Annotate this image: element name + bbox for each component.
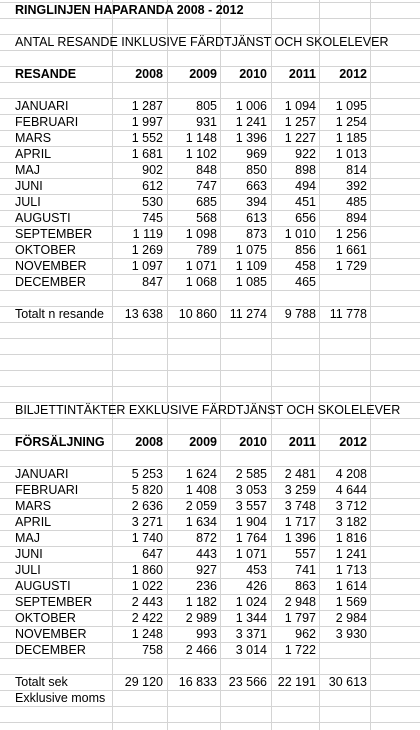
- value-cell[interactable]: 3 748: [284, 499, 316, 513]
- value-cell[interactable]: 741: [295, 563, 316, 577]
- value-cell[interactable]: 1 713: [335, 563, 367, 577]
- value-cell[interactable]: 2 059: [185, 499, 217, 513]
- value-cell[interactable]: 3 712: [335, 499, 367, 513]
- table-row: [0, 594, 420, 610]
- value-cell[interactable]: 30 613: [328, 675, 367, 689]
- value-cell[interactable]: 902: [142, 163, 163, 177]
- row-label-cell[interactable]: JANUARI: [15, 99, 69, 113]
- grid-row-line: [0, 322, 420, 323]
- value-cell[interactable]: 1 717: [284, 515, 316, 529]
- grid-row-line: [0, 450, 420, 451]
- grid-row-line: [0, 290, 420, 291]
- value-cell[interactable]: 1 408: [185, 483, 217, 497]
- value-cell[interactable]: 1 569: [335, 595, 367, 609]
- value-cell[interactable]: 663: [246, 179, 267, 193]
- value-cell[interactable]: 2 948: [284, 595, 316, 609]
- value-cell[interactable]: 1 681: [131, 147, 163, 161]
- value-cell[interactable]: 3 259: [284, 483, 316, 497]
- value-cell[interactable]: 1 248: [131, 627, 163, 641]
- value-cell[interactable]: 2 585: [235, 467, 267, 481]
- value-cell[interactable]: 894: [346, 211, 367, 225]
- value-cell[interactable]: 13 638: [124, 307, 163, 321]
- grid-row-line: [0, 18, 420, 19]
- row-label-cell[interactable]: APRIL: [15, 147, 52, 161]
- grid-row-line: [0, 82, 420, 83]
- row-label-cell[interactable]: DECEMBER: [15, 275, 86, 289]
- value-cell[interactable]: 1 904: [235, 515, 267, 529]
- table-header-row: [0, 434, 420, 450]
- value-cell[interactable]: 394: [246, 195, 267, 209]
- value-cell[interactable]: 3 182: [335, 515, 367, 529]
- value-cell[interactable]: 1 241: [235, 115, 267, 129]
- row-label-cell[interactable]: NOVEMBER: [15, 259, 87, 273]
- value-cell[interactable]: 4 644: [335, 483, 367, 497]
- table-row: [0, 162, 420, 178]
- table-row: [0, 642, 420, 658]
- row-label-cell[interactable]: DECEMBER: [15, 643, 86, 657]
- grid-row-line: [0, 418, 420, 419]
- value-cell[interactable]: 1 344: [235, 611, 267, 625]
- value-cell[interactable]: 747: [196, 179, 217, 193]
- row-label-cell[interactable]: Totalt sek: [15, 675, 68, 689]
- value-cell[interactable]: 1 071: [185, 259, 217, 273]
- value-cell[interactable]: 613: [246, 211, 267, 225]
- value-cell[interactable]: 3 053: [235, 483, 267, 497]
- value-cell[interactable]: 863: [295, 579, 316, 593]
- value-cell[interactable]: 2008: [135, 435, 163, 449]
- value-cell[interactable]: 1 109: [235, 259, 267, 273]
- value-cell[interactable]: 3 371: [235, 627, 267, 641]
- table-row: [0, 578, 420, 594]
- row-label-cell[interactable]: JULI: [15, 563, 41, 577]
- table-row: [0, 194, 420, 210]
- grid-row-line: [0, 50, 420, 51]
- row-label-cell[interactable]: JUNI: [15, 179, 43, 193]
- row-label-cell[interactable]: SEPTEMBER: [15, 227, 93, 241]
- value-cell[interactable]: 1 740: [131, 531, 163, 545]
- value-cell[interactable]: 1 185: [335, 131, 367, 145]
- section-subtitle-row: [0, 402, 420, 418]
- row-label-cell[interactable]: AUGUSTI: [15, 211, 71, 225]
- value-cell[interactable]: 1 094: [284, 99, 316, 113]
- value-cell[interactable]: 2 984: [335, 611, 367, 625]
- row-label-cell[interactable]: JULI: [15, 195, 41, 209]
- table-row: [0, 210, 420, 226]
- value-cell[interactable]: 1 269: [131, 243, 163, 257]
- title-row: [0, 2, 420, 18]
- value-cell[interactable]: 236: [196, 579, 217, 593]
- value-cell[interactable]: 1 013: [335, 147, 367, 161]
- value-cell[interactable]: 3 930: [335, 627, 367, 641]
- row-label-cell[interactable]: OKTOBER: [15, 243, 76, 257]
- value-cell[interactable]: 2 989: [185, 611, 217, 625]
- row-label-cell[interactable]: MAJ: [15, 163, 40, 177]
- value-cell[interactable]: 2 636: [131, 499, 163, 513]
- value-cell[interactable]: 2008: [135, 67, 163, 81]
- value-cell[interactable]: 814: [346, 163, 367, 177]
- value-cell[interactable]: 758: [142, 643, 163, 657]
- value-cell[interactable]: 1 552: [131, 131, 163, 145]
- value-cell[interactable]: 3 271: [131, 515, 163, 529]
- table-header-row: [0, 66, 420, 82]
- grid-row-line: [0, 338, 420, 339]
- value-cell[interactable]: 10 860: [178, 307, 217, 321]
- value-cell[interactable]: 530: [142, 195, 163, 209]
- value-cell[interactable]: 494: [295, 179, 316, 193]
- note-cell[interactable]: Exklusive moms: [15, 691, 106, 705]
- value-cell[interactable]: 16 833: [178, 675, 217, 689]
- table-row: [0, 482, 420, 498]
- row-label-cell[interactable]: JUNI: [15, 547, 43, 561]
- value-cell[interactable]: 1 287: [131, 99, 163, 113]
- value-cell[interactable]: 451: [295, 195, 316, 209]
- value-cell[interactable]: 1 148: [185, 131, 217, 145]
- row-label-cell[interactable]: JANUARI: [15, 467, 69, 481]
- value-cell[interactable]: 969: [246, 147, 267, 161]
- row-label-cell[interactable]: FEBRUARI: [15, 115, 79, 129]
- value-cell[interactable]: 1 257: [284, 115, 316, 129]
- row-label-cell[interactable]: SEPTEMBER: [15, 595, 93, 609]
- value-cell[interactable]: 23 566: [228, 675, 267, 689]
- value-cell[interactable]: 2011: [288, 435, 316, 449]
- value-cell[interactable]: 1 396: [235, 131, 267, 145]
- value-cell[interactable]: 2009: [189, 67, 217, 81]
- value-cell[interactable]: 931: [196, 115, 217, 129]
- value-cell[interactable]: 1 071: [235, 547, 267, 561]
- row-label-cell[interactable]: MAJ: [15, 531, 40, 545]
- table-row: [0, 130, 420, 146]
- value-cell[interactable]: 1 396: [284, 531, 316, 545]
- value-cell[interactable]: 745: [142, 211, 163, 225]
- value-cell[interactable]: 9 788: [284, 307, 316, 321]
- row-label-cell[interactable]: MARS: [15, 131, 52, 145]
- value-cell[interactable]: 485: [346, 195, 367, 209]
- row-label-cell[interactable]: RESANDE: [15, 67, 77, 81]
- value-cell[interactable]: 856: [295, 243, 316, 257]
- section-subtitle[interactable]: BILJETTINTÄKTER EXKLUSIVE FÄRDTJÄNST OCH SKOLELEVER: [15, 403, 401, 417]
- value-cell[interactable]: 1 085: [235, 275, 267, 289]
- value-cell[interactable]: 2010: [239, 67, 267, 81]
- row-label-cell[interactable]: FEBRUARI: [15, 483, 79, 497]
- table-row: [0, 466, 420, 482]
- value-cell[interactable]: 4 208: [335, 467, 367, 481]
- value-cell[interactable]: 1 797: [284, 611, 316, 625]
- value-cell[interactable]: 1 241: [335, 547, 367, 561]
- table-row: [0, 610, 420, 626]
- value-cell[interactable]: 1 661: [335, 243, 367, 257]
- value-cell[interactable]: 685: [196, 195, 217, 209]
- table-row: [0, 98, 420, 114]
- grid-row-line: [0, 722, 420, 723]
- value-cell[interactable]: 2 466: [185, 643, 217, 657]
- value-cell[interactable]: 22 191: [277, 675, 316, 689]
- table-row: [0, 514, 420, 530]
- grid-row-line: [0, 370, 420, 371]
- value-cell[interactable]: 993: [196, 627, 217, 641]
- value-cell[interactable]: 1 095: [335, 99, 367, 113]
- value-cell[interactable]: 5 820: [131, 483, 163, 497]
- row-label-cell[interactable]: MARS: [15, 499, 52, 513]
- grid-row-line: [0, 354, 420, 355]
- value-cell[interactable]: 927: [196, 563, 217, 577]
- table-row: [0, 498, 420, 514]
- value-cell[interactable]: 873: [246, 227, 267, 241]
- row-label-cell[interactable]: OKTOBER: [15, 611, 76, 625]
- value-cell[interactable]: 1 068: [185, 275, 217, 289]
- value-cell[interactable]: 612: [142, 179, 163, 193]
- table-row: [0, 626, 420, 642]
- value-cell[interactable]: 1 614: [335, 579, 367, 593]
- value-cell[interactable]: 2011: [288, 67, 316, 81]
- value-cell[interactable]: 2 481: [284, 467, 316, 481]
- value-cell[interactable]: 557: [295, 547, 316, 561]
- value-cell[interactable]: 11 274: [229, 307, 267, 321]
- value-cell[interactable]: 2010: [239, 435, 267, 449]
- value-cell[interactable]: 1 816: [335, 531, 367, 545]
- value-cell[interactable]: 647: [142, 547, 163, 561]
- value-cell[interactable]: 872: [196, 531, 217, 545]
- value-cell[interactable]: 1 860: [131, 563, 163, 577]
- total-row: [0, 306, 420, 322]
- row-label-cell[interactable]: NOVEMBER: [15, 627, 87, 641]
- value-cell[interactable]: 1 102: [185, 147, 217, 161]
- table-row: [0, 178, 420, 194]
- value-cell[interactable]: 3 014: [235, 643, 267, 657]
- value-cell[interactable]: 1 010: [284, 227, 316, 241]
- value-cell[interactable]: 1 097: [131, 259, 163, 273]
- value-cell[interactable]: 453: [246, 563, 267, 577]
- value-cell[interactable]: 1 006: [235, 99, 267, 113]
- value-cell[interactable]: 1 075: [235, 243, 267, 257]
- value-cell[interactable]: 11 778: [329, 307, 367, 321]
- row-label-cell[interactable]: Totalt n resande: [15, 307, 104, 321]
- value-cell[interactable]: 426: [246, 579, 267, 593]
- value-cell[interactable]: 848: [196, 163, 217, 177]
- value-cell[interactable]: 1 182: [185, 595, 217, 609]
- table-row: [0, 274, 420, 290]
- table-row: [0, 146, 420, 162]
- value-cell[interactable]: 1 256: [335, 227, 367, 241]
- value-cell[interactable]: 1 022: [131, 579, 163, 593]
- value-cell[interactable]: 656: [295, 211, 316, 225]
- note-row: [0, 690, 420, 706]
- value-cell[interactable]: 392: [346, 179, 367, 193]
- table-row: [0, 242, 420, 258]
- row-label-cell[interactable]: AUGUSTI: [15, 579, 71, 593]
- value-cell[interactable]: 5 253: [131, 467, 163, 481]
- value-cell[interactable]: [320, 642, 367, 658]
- grid-row-line: [0, 658, 420, 659]
- section-subtitle-row: [0, 34, 420, 50]
- value-cell[interactable]: 29 120: [124, 675, 163, 689]
- value-cell[interactable]: 1 024: [235, 595, 267, 609]
- value-cell[interactable]: 568: [196, 211, 217, 225]
- value-cell[interactable]: 922: [295, 147, 316, 161]
- value-cell[interactable]: 443: [196, 547, 217, 561]
- value-cell[interactable]: 1 729: [335, 259, 367, 273]
- value-cell[interactable]: 1 119: [132, 227, 163, 241]
- value-cell[interactable]: 2012: [339, 435, 367, 449]
- table-row: [0, 530, 420, 546]
- value-cell[interactable]: 2 443: [131, 595, 163, 609]
- sheet-title[interactable]: RINGLINJEN HAPARANDA 2008 - 2012: [15, 3, 244, 17]
- row-label-cell[interactable]: FÖRSÄLJNING: [15, 435, 105, 449]
- value-cell[interactable]: 1 764: [235, 531, 267, 545]
- value-cell[interactable]: 805: [196, 99, 217, 113]
- grid-row-line: [0, 706, 420, 707]
- value-cell[interactable]: 850: [246, 163, 267, 177]
- section-subtitle[interactable]: ANTAL RESANDE INKLUSIVE FÄRDTJÄNST OCH SKOLELEVER: [15, 35, 389, 49]
- value-cell[interactable]: [320, 274, 367, 290]
- value-cell[interactable]: 1 254: [335, 115, 367, 129]
- value-cell[interactable]: 1 227: [284, 131, 316, 145]
- value-cell[interactable]: 1 722: [284, 643, 316, 657]
- value-cell[interactable]: 465: [295, 275, 316, 289]
- value-cell[interactable]: 1 624: [185, 467, 217, 481]
- value-cell[interactable]: 3 557: [235, 499, 267, 513]
- value-cell[interactable]: 1 098: [185, 227, 217, 241]
- table-row: [0, 546, 420, 562]
- value-cell[interactable]: 898: [295, 163, 316, 177]
- value-cell[interactable]: 789: [196, 243, 217, 257]
- value-cell[interactable]: 458: [295, 259, 316, 273]
- value-cell[interactable]: 1 634: [185, 515, 217, 529]
- total-row: [0, 674, 420, 690]
- table-row: [0, 226, 420, 242]
- table-row: [0, 258, 420, 274]
- table-row: [0, 562, 420, 578]
- value-cell[interactable]: 847: [142, 275, 163, 289]
- grid-row-line: [0, 386, 420, 387]
- value-cell[interactable]: 2009: [189, 435, 217, 449]
- value-cell[interactable]: 962: [295, 627, 316, 641]
- table-row: [0, 114, 420, 130]
- value-cell[interactable]: 2012: [339, 67, 367, 81]
- row-label-cell[interactable]: APRIL: [15, 515, 52, 529]
- value-cell[interactable]: 2 422: [131, 611, 163, 625]
- value-cell[interactable]: 1 997: [131, 115, 163, 129]
